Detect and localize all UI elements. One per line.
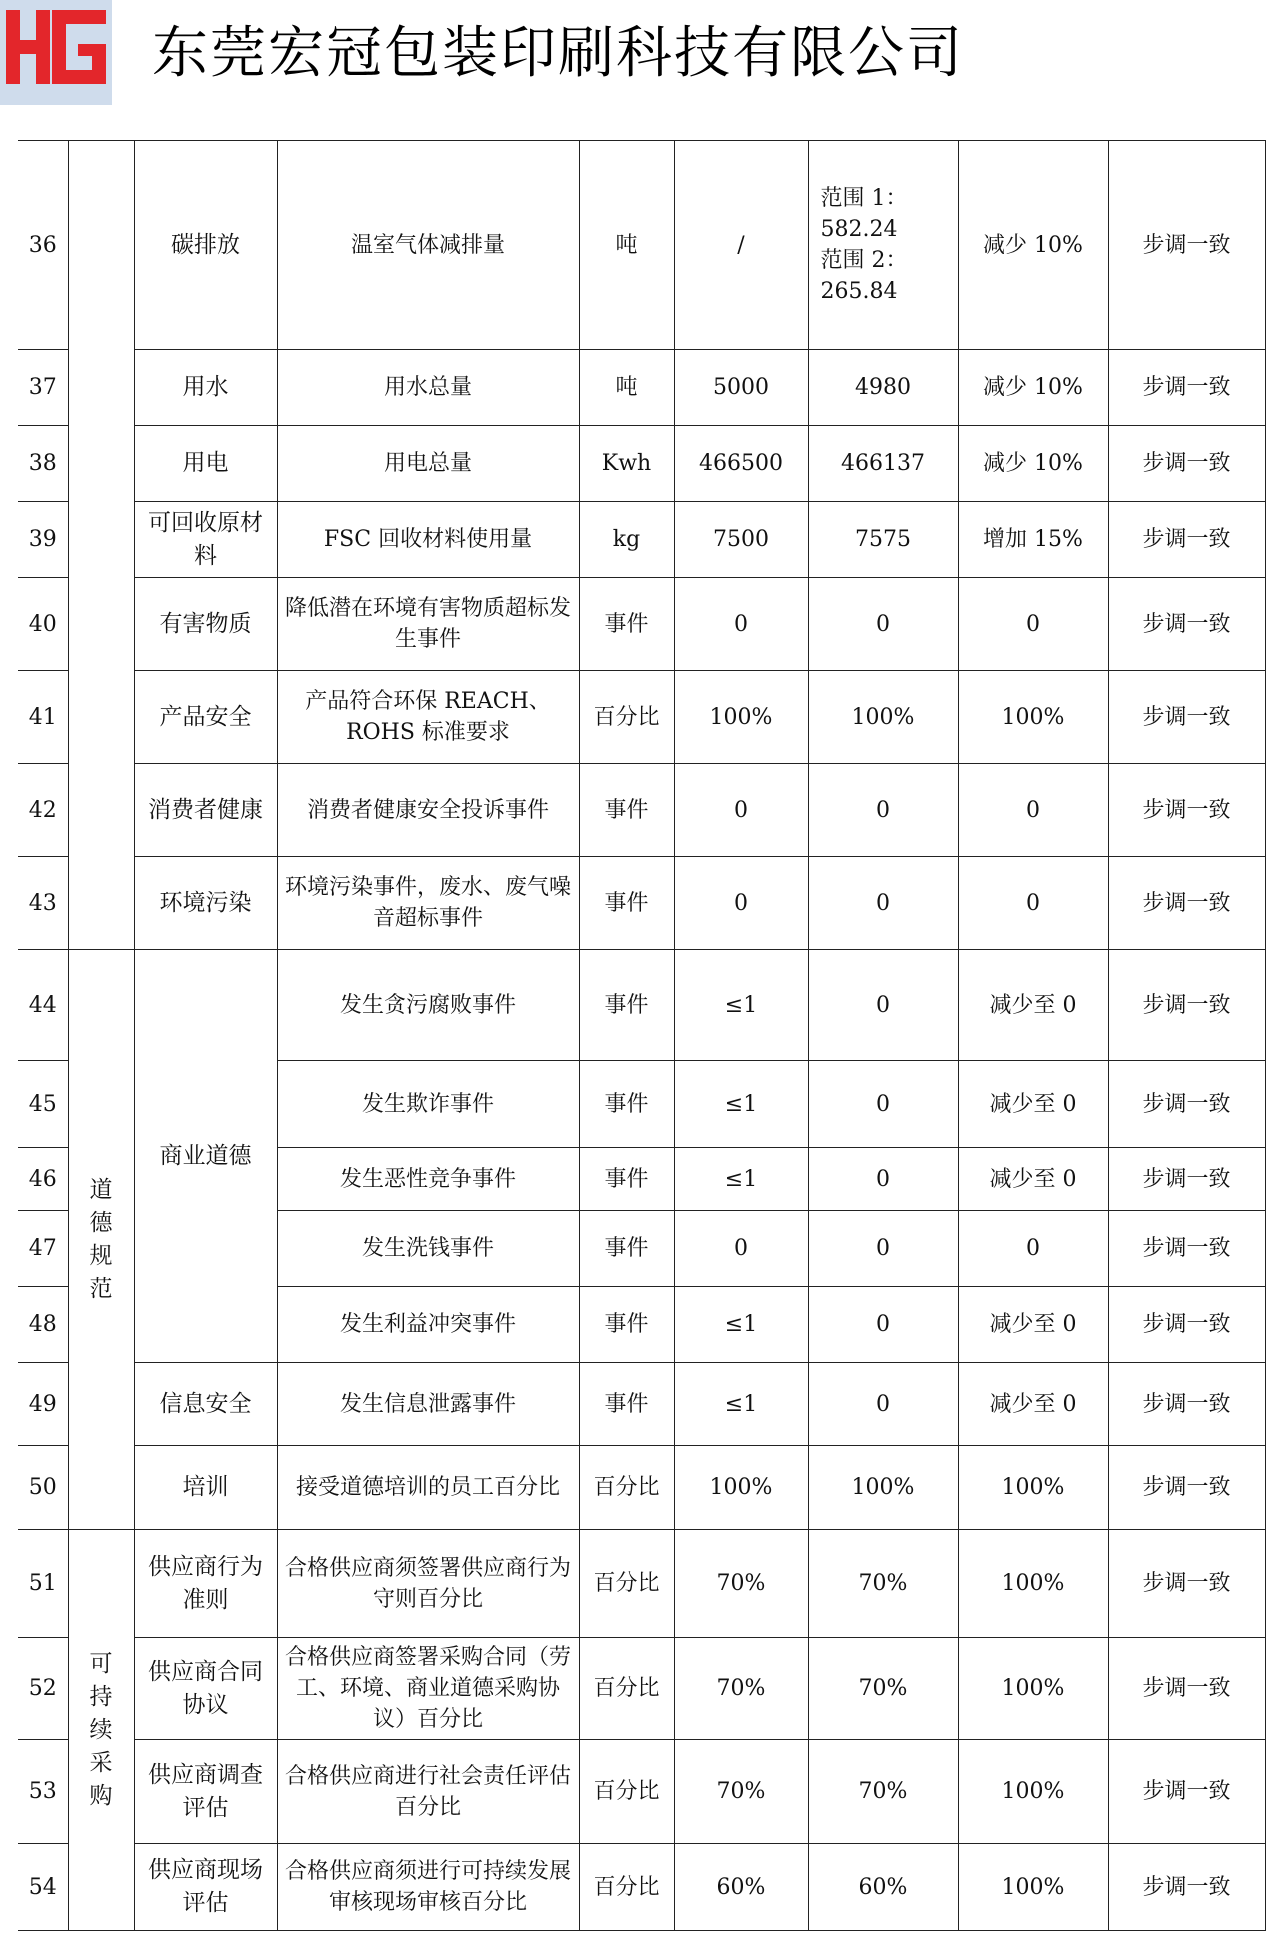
actual-cell: 60%: [808, 1844, 958, 1931]
company-name: 东莞宏冠包装印刷科技有限公司: [152, 21, 964, 86]
table-row: [18, 857, 1265, 950]
target-cell: 100%: [958, 1740, 1108, 1844]
result-cell: 步调一致: [1108, 1061, 1265, 1148]
indicator-cell: 发生信息泄露事件: [277, 1363, 579, 1446]
baseline-cell: 0: [674, 857, 808, 950]
table-row: [18, 950, 1265, 1061]
category-cell: 有害物质: [134, 578, 277, 671]
unit-cell: 百分比: [579, 1638, 674, 1740]
unit-cell: 事件: [579, 1363, 674, 1446]
category-cell: 可回收原材料: [134, 502, 277, 578]
actual-cell: [808, 141, 958, 350]
actual-cell: 0: [808, 950, 958, 1061]
result-cell: 步调一致: [1108, 1446, 1265, 1530]
unit-cell: 事件: [579, 1287, 674, 1363]
result-cell: 步调一致: [1108, 502, 1265, 578]
table-row: [18, 1363, 1265, 1446]
baseline-cell: 70%: [674, 1530, 808, 1638]
target-cell: 减少 10%: [958, 141, 1108, 350]
unit-cell: 事件: [579, 764, 674, 857]
row-number: 42: [18, 764, 68, 857]
target-cell: 减少至 0: [958, 1363, 1108, 1446]
indicator-cell: 发生恶性竞争事件: [277, 1148, 579, 1211]
group-cell-procurement: [68, 1530, 134, 1931]
target-cell: 减少 10%: [958, 350, 1108, 426]
category-cell-merged: 商业道德: [134, 950, 277, 1363]
row-number: 48: [18, 1287, 68, 1363]
actual-cell: 100%: [808, 1446, 958, 1530]
row-number: 36: [18, 141, 68, 350]
target-cell: 0: [958, 1211, 1108, 1287]
row-number: 44: [18, 950, 68, 1061]
category-cell: 消费者健康: [134, 764, 277, 857]
row-number: 40: [18, 578, 68, 671]
result-cell: 步调一致: [1108, 350, 1265, 426]
row-number: 39: [18, 502, 68, 578]
unit-cell: 百分比: [579, 1740, 674, 1844]
baseline-cell: 466500: [674, 426, 808, 502]
result-cell: 步调一致: [1108, 1148, 1265, 1211]
row-number: 43: [18, 857, 68, 950]
target-cell: 减少 10%: [958, 426, 1108, 502]
baseline-cell: 70%: [674, 1740, 808, 1844]
target-cell: 100%: [958, 1530, 1108, 1638]
indicator-cell: 降低潜在环境有害物质超标发生事件: [277, 578, 579, 671]
actual-cell: 70%: [808, 1638, 958, 1740]
unit-cell: 事件: [579, 1211, 674, 1287]
table-row: [18, 764, 1265, 857]
group-label: 可持续采购: [89, 1650, 113, 1809]
indicator-cell: 发生欺诈事件: [277, 1061, 579, 1148]
target-cell: 增加 15%: [958, 502, 1108, 578]
baseline-cell: /: [674, 141, 808, 350]
baseline-cell: ≤1: [674, 1061, 808, 1148]
unit-cell: 事件: [579, 857, 674, 950]
category-cell: 用电: [134, 426, 277, 502]
indicator-table-frame: [0, 140, 1280, 1937]
baseline-cell: ≤1: [674, 1148, 808, 1211]
row-number: 50: [18, 1446, 68, 1530]
baseline-cell: ≤1: [674, 1287, 808, 1363]
indicator-cell: 用电总量: [277, 426, 579, 502]
row-number: 51: [18, 1530, 68, 1638]
baseline-cell: 100%: [674, 671, 808, 764]
scope-line: 265.84: [820, 279, 898, 304]
unit-cell: 百分比: [579, 1446, 674, 1530]
baseline-cell: 0: [674, 578, 808, 671]
result-cell: 步调一致: [1108, 1287, 1265, 1363]
group-cell-ethics: [68, 950, 134, 1530]
actual-cell: 0: [808, 1061, 958, 1148]
category-cell: 产品安全: [134, 671, 277, 764]
row-number: 46: [18, 1148, 68, 1211]
baseline-cell: ≤1: [674, 950, 808, 1061]
scope-line: 范围 1：: [820, 186, 908, 211]
actual-cell: 70%: [808, 1740, 958, 1844]
row-number: 54: [18, 1844, 68, 1931]
baseline-cell: 100%: [674, 1446, 808, 1530]
result-cell: 步调一致: [1108, 764, 1265, 857]
scope-line: 582.24: [820, 217, 898, 242]
result-cell: 步调一致: [1108, 857, 1265, 950]
row-number: 49: [18, 1363, 68, 1446]
target-cell: 0: [958, 857, 1108, 950]
table-row: [18, 426, 1265, 502]
table-row: [18, 502, 1265, 578]
result-cell: 步调一致: [1108, 141, 1265, 350]
target-cell: 减少至 0: [958, 1287, 1108, 1363]
baseline-cell: 0: [674, 1211, 808, 1287]
scope-line: 范围 2：: [820, 248, 908, 273]
baseline-cell: 7500: [674, 502, 808, 578]
category-cell: 信息安全: [134, 1363, 277, 1446]
table-row: [18, 671, 1265, 764]
result-cell: 步调一致: [1108, 1530, 1265, 1638]
target-cell: 100%: [958, 1844, 1108, 1931]
unit-cell: kg: [579, 502, 674, 578]
actual-cell: 7575: [808, 502, 958, 578]
unit-cell: 百分比: [579, 671, 674, 764]
category-cell: 碳排放: [134, 141, 277, 350]
indicator-cell: 接受道德培训的员工百分比: [277, 1446, 579, 1530]
result-cell: 步调一致: [1108, 1638, 1265, 1740]
unit-cell: 事件: [579, 578, 674, 671]
indicator-cell: 环境污染事件，废水、废气噪音超标事件: [277, 857, 579, 950]
unit-cell: 百分比: [579, 1844, 674, 1931]
actual-cell: 0: [808, 1211, 958, 1287]
actual-cell: 0: [808, 857, 958, 950]
result-cell: 步调一致: [1108, 426, 1265, 502]
result-cell: 步调一致: [1108, 671, 1265, 764]
hg-logo-icon: [0, 0, 112, 105]
target-cell: 减少至 0: [958, 1148, 1108, 1211]
actual-cell: 0: [808, 1287, 958, 1363]
table-row: [18, 1740, 1265, 1844]
row-number: 38: [18, 426, 68, 502]
result-cell: 步调一致: [1108, 1211, 1265, 1287]
target-cell: 减少至 0: [958, 1061, 1108, 1148]
table-row: [18, 1446, 1265, 1530]
indicator-table: [18, 140, 1266, 1931]
table-row: [18, 1530, 1265, 1638]
target-cell: 100%: [958, 1446, 1108, 1530]
target-cell: 减少至 0: [958, 950, 1108, 1061]
category-cell: 供应商调查评估: [134, 1740, 277, 1844]
category-cell: 环境污染: [134, 857, 277, 950]
baseline-cell: 70%: [674, 1638, 808, 1740]
indicator-cell: 产品符合环保 REACH、ROHS 标准要求: [277, 671, 579, 764]
row-number: 37: [18, 350, 68, 426]
result-cell: 步调一致: [1108, 1363, 1265, 1446]
table-row: [18, 1638, 1265, 1740]
indicator-cell: 合格供应商须进行可持续发展审核现场审核百分比: [277, 1844, 579, 1931]
actual-cell: 466137: [808, 426, 958, 502]
actual-cell: 0: [808, 764, 958, 857]
table-row: [18, 350, 1265, 426]
indicator-cell: 发生洗钱事件: [277, 1211, 579, 1287]
baseline-cell: 5000: [674, 350, 808, 426]
target-cell: 0: [958, 764, 1108, 857]
group-cell-environment: [68, 141, 134, 950]
baseline-cell: ≤1: [674, 1363, 808, 1446]
page-header: [0, 0, 1280, 110]
indicator-cell: 温室气体减排量: [277, 141, 579, 350]
unit-cell: 吨: [579, 141, 674, 350]
indicator-cell: 发生利益冲突事件: [277, 1287, 579, 1363]
unit-cell: 百分比: [579, 1530, 674, 1638]
category-cell: 供应商合同协议: [134, 1638, 277, 1740]
category-cell: 供应商行为准则: [134, 1530, 277, 1638]
target-cell: 100%: [958, 1638, 1108, 1740]
target-cell: 100%: [958, 671, 1108, 764]
category-cell: 供应商现场评估: [134, 1844, 277, 1931]
result-cell: 步调一致: [1108, 1740, 1265, 1844]
baseline-cell: 0: [674, 764, 808, 857]
table-row: [18, 141, 1265, 350]
indicator-cell: 消费者健康安全投诉事件: [277, 764, 579, 857]
indicator-cell: 合格供应商进行社会责任评估百分比: [277, 1740, 579, 1844]
category-cell: 用水: [134, 350, 277, 426]
unit-cell: Kwh: [579, 426, 674, 502]
actual-cell: 4980: [808, 350, 958, 426]
company-logo: [0, 0, 112, 105]
actual-cell: 0: [808, 1363, 958, 1446]
actual-cell: 0: [808, 578, 958, 671]
unit-cell: 事件: [579, 950, 674, 1061]
result-cell: 步调一致: [1108, 1844, 1265, 1931]
unit-cell: 吨: [579, 350, 674, 426]
category-cell: 培训: [134, 1446, 277, 1530]
result-cell: 步调一致: [1108, 950, 1265, 1061]
row-number: 45: [18, 1061, 68, 1148]
row-number: 52: [18, 1638, 68, 1740]
table-row: [18, 578, 1265, 671]
baseline-cell: 60%: [674, 1844, 808, 1931]
target-cell: 0: [958, 578, 1108, 671]
group-label: 道德规范: [89, 1176, 113, 1302]
row-number: 53: [18, 1740, 68, 1844]
unit-cell: 事件: [579, 1148, 674, 1211]
actual-cell: 70%: [808, 1530, 958, 1638]
table-row: [18, 1844, 1265, 1931]
unit-cell: 事件: [579, 1061, 674, 1148]
row-number: 47: [18, 1211, 68, 1287]
indicator-cell: 合格供应商须签署供应商行为守则百分比: [277, 1530, 579, 1638]
actual-cell: 100%: [808, 671, 958, 764]
row-number: 41: [18, 671, 68, 764]
indicator-cell: FSC 回收材料使用量: [277, 502, 579, 578]
indicator-cell: 用水总量: [277, 350, 579, 426]
actual-cell: 0: [808, 1148, 958, 1211]
indicator-cell: 合格供应商签署采购合同（劳工、环境、商业道德采购协议）百分比: [277, 1638, 579, 1740]
indicator-cell: 发生贪污腐败事件: [277, 950, 579, 1061]
result-cell: 步调一致: [1108, 578, 1265, 671]
